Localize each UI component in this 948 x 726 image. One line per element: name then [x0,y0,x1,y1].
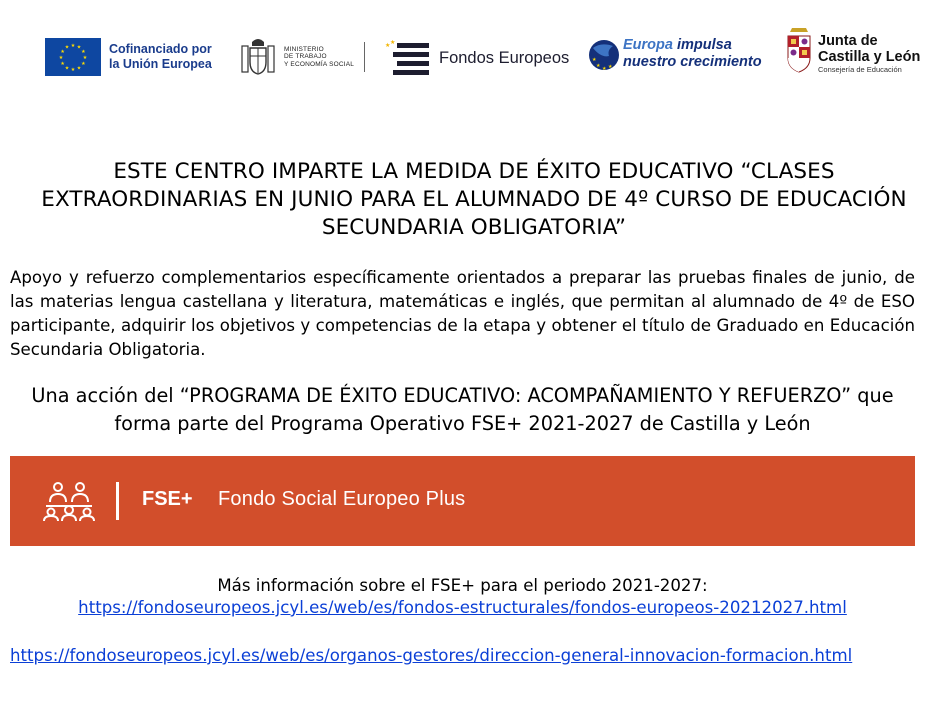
fse-banner [10,456,915,546]
svg-text:★: ★ [70,67,76,73]
castilla-leon-shield-icon [784,26,814,82]
eu-flag-icon [45,38,101,76]
junta-line1: Junta de [818,33,878,49]
banner-divider [116,482,119,520]
europa-word: Europa [623,37,673,53]
svg-text:★: ★ [70,43,76,49]
svg-text:★: ★ [385,42,391,49]
people-group-icon [42,480,96,522]
fse-acronym: FSE+ [142,488,193,510]
fondos-europeos-label: Fondos Europeos [439,48,570,67]
svg-text:★: ★ [602,66,607,72]
svg-text:★: ★ [64,65,70,72]
eu-logo-line1: Cofinanciado por [109,42,212,56]
program-action-text: Una acción del “PROGRAMA DE ÉXITO EDUCATIVO: ACOMPAÑAMIENTO Y REFUERZO” que forma parte del Programa Operativo FSE+ 2021-2027 de Castilla y León [31,384,894,435]
svg-text:★: ★ [592,57,597,63]
ministerio-line1: MINISTERIO [284,45,324,53]
svg-text:★: ★ [76,65,82,72]
svg-text:★: ★ [58,55,64,61]
description-paragraph: Apoyo y refuerzo complementarios específicamente orientados a preparar las pruebas finales de junio, de las materias lengua castellana y literatura, matemáticas e inglés, que permitan al alumnado de 4º de ESO participante, adquirir los objetivos y competencias de la etapa y obtener el título de Graduado en Educación Secundaria Obligatoria. [10,268,915,359]
impulsa-word: impulsa [676,37,732,53]
svg-text:★: ★ [596,63,601,69]
svg-text:★: ★ [81,49,86,55]
eu-cofinanced-logo [45,38,212,76]
ministerio-logo [238,36,365,78]
globe-stars-icon [587,34,621,74]
fondos-europeos-logo [383,40,569,76]
fse-full-name: Fondo Social Europeo Plus [218,488,466,510]
ministerio-line3: Y ECONOMÍA SOCIAL [284,60,355,68]
more-info-label: Más información sobre el FSE+ para el periodo 2021-2027: [217,576,708,595]
svg-text:★: ★ [82,55,88,61]
coat-of-arms-icon [238,36,278,78]
svg-text:★: ★ [390,40,396,46]
europa-impulsa-logo [587,34,762,74]
svg-text:★: ★ [608,64,613,70]
svg-text:★: ★ [60,49,65,55]
more-info-block [10,575,915,619]
junta-line3: Consejería de Educación [818,65,902,74]
logo-divider [364,42,365,72]
logo-strip [0,22,948,102]
fondos-2021-2027-link[interactable]: https://fondoseuropeos.jcyl.es/web/es/fondos-estructurales/fondos-europeos-20212027.html [78,598,847,617]
page-heading: ESTE CENTRO IMPARTE LA MEDIDA DE ÉXITO EDUCATIVO “CLASES EXTRAORDINARIAS EN JUNIO PARA EL ALUMNADO DE 4º CURSO DE EDUCACIÓN SECUNDARIA OBLIGATORIA” [41,159,907,240]
svg-text:★: ★ [81,61,86,67]
crecimiento-line: nuestro crecimiento [623,54,762,70]
ministerio-line2: DE TRABAJO [284,53,327,61]
svg-text:★: ★ [76,44,82,51]
svg-text:★: ★ [64,44,70,51]
direccion-general-link[interactable]: https://fondoseuropeos.jcyl.es/web/es/organos-gestores/direccion-general-innovacion-formacion.html [10,646,853,665]
junta-line2: Castilla y León [818,49,921,65]
fondos-europeos-mark-icon [383,40,431,76]
svg-text:★: ★ [60,61,65,67]
direccion-general-block [10,645,910,667]
junta-castilla-leon-logo [784,26,920,82]
eu-logo-line2: la Unión Europea [109,57,212,71]
